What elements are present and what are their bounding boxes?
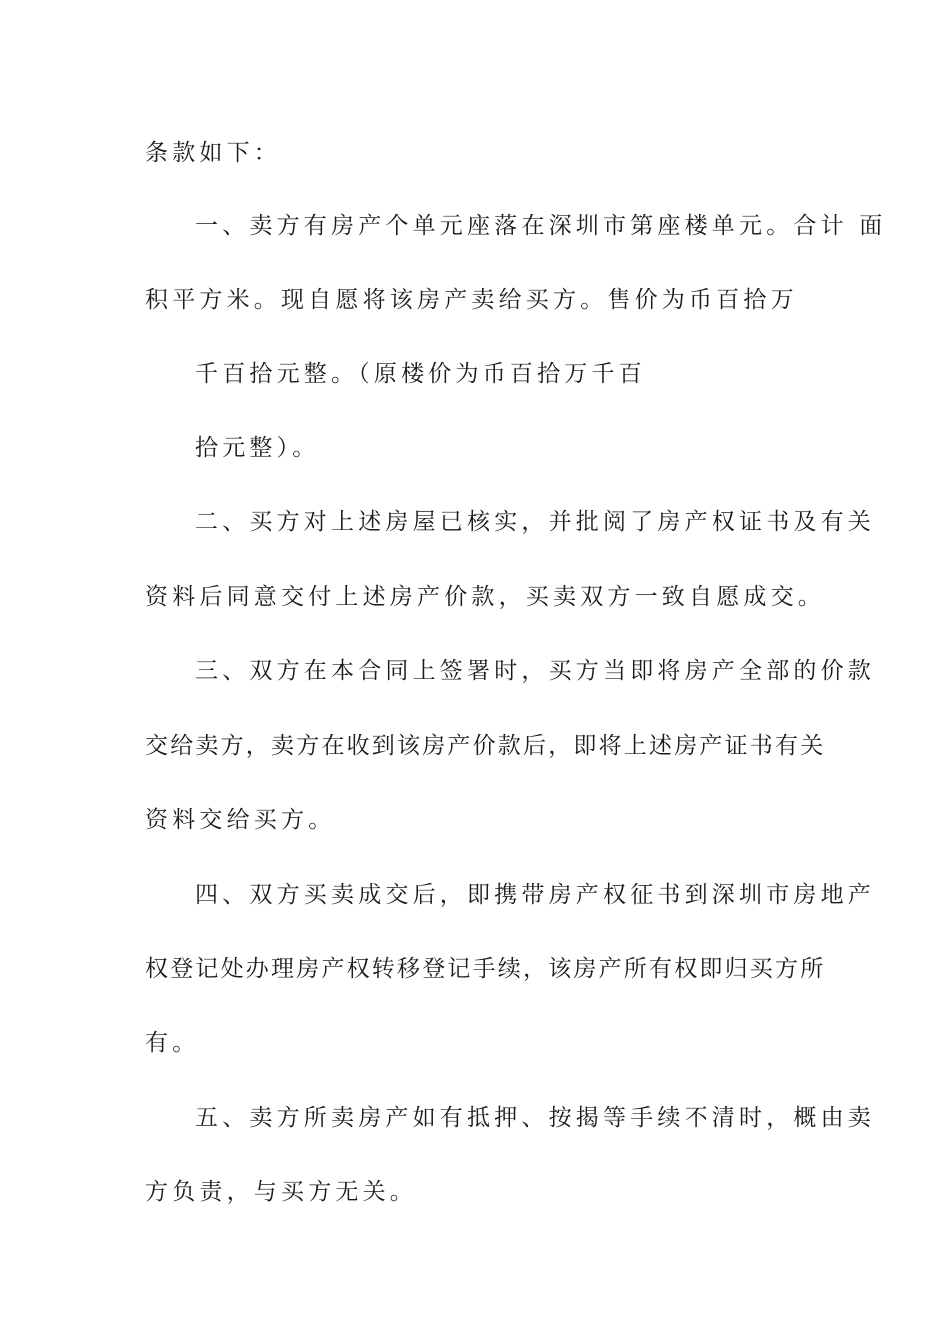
text-line: 条款如下： <box>145 140 281 166</box>
clause-2-line-2: 资料后同意交付上述房产价款，买卖双方一致自愿成交。 <box>145 584 825 610</box>
clause-5-line-2: 方负责，与买方无关。 <box>145 1179 417 1205</box>
clause-2-line-1: 二、买方对上述房屋已核实，并批阅了房产权证书及有关 <box>195 509 875 535</box>
clause-4-line-2: 权登记处办理房产权转移登记手续，该房产所有权即归买方所 <box>145 956 826 982</box>
clause-4-line-1: 四、双方买卖成交后，即携带房产权征书到深圳市房地产 <box>195 882 875 908</box>
clause-3-line-2: 交给卖方，卖方在收到该房产价款后，即将上述房产证书有关 <box>145 733 826 759</box>
clause-1-line-1: 一、卖方有房产个单元座落在深圳市第座楼单元。合计 面 <box>195 213 887 239</box>
clause-5-line-1: 五、卖方所卖房产如有抵押、按揭等手续不清时，概由卖 <box>195 1105 875 1131</box>
clause-3-line-1: 三、双方在本合同上签署时，买方当即将房产全部的价款 <box>195 658 875 684</box>
clause-3-line-3: 资料交给买方。 <box>145 807 336 833</box>
clause-1-line-2: 积平方米。现自愿将该房产卖给买方。售价为币百拾万 <box>145 287 798 313</box>
clause-4-line-3: 有。 <box>145 1030 200 1056</box>
clause-1-line-4: 拾元整）。 <box>195 435 320 461</box>
clause-1-line-3: 千百拾元整。（原楼价为币百拾万千百 <box>195 361 646 387</box>
